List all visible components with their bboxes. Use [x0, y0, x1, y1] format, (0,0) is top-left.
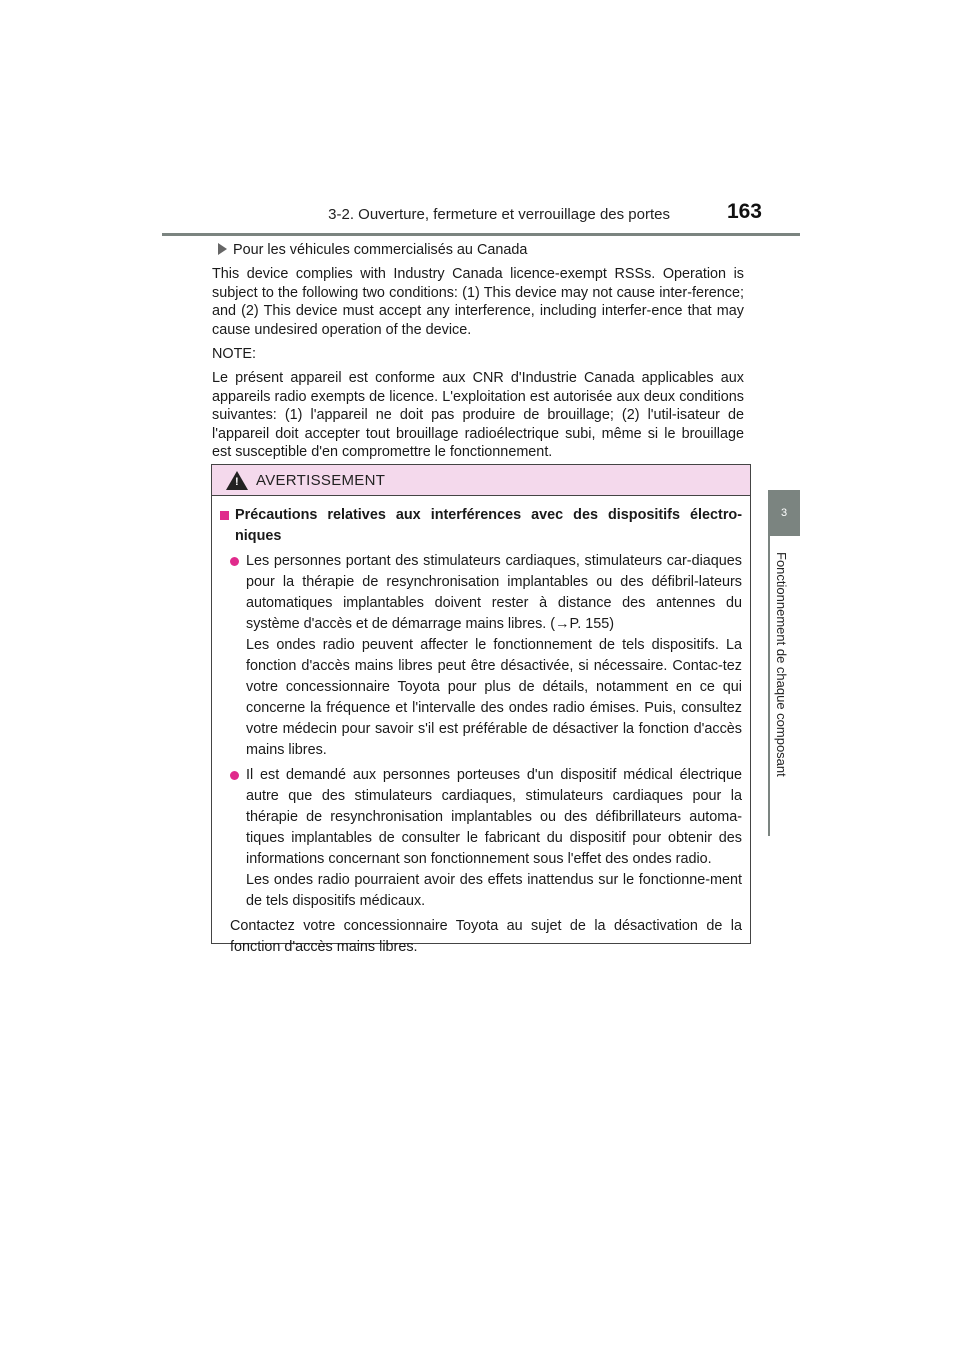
warning-header — [212, 465, 750, 496]
intro-text: Pour les véhicules commercialisés au Canada — [233, 242, 528, 258]
intro-line — [212, 241, 744, 259]
chapter-label: Fonctionnement de chaque composant — [774, 552, 789, 777]
warning-title: AVERTISSEMENT — [256, 471, 386, 489]
warning-bullet — [230, 765, 742, 912]
warning-icon: ! — [226, 471, 248, 490]
bullet-text-continued: Les ondes radio peuvent affecter le fonctionnement de tels dispositifs. La fonction d'accès mains libres peut être désactivée, si nécessaire. Contac-tez votre concessionnaire Toyota pour plus de détails, notamment en ce qui concerne la fréquence et l'intervalle des ondes radio émises. Puis, consultez votre médecin pour savoir s'il est préférable de désactiver la fonction d'accès mains libres. — [246, 637, 742, 758]
chapter-number: 3 — [780, 507, 788, 519]
triangle-right-icon — [218, 243, 227, 255]
bullet-text: Il est demandé aux personnes porteuses d'un dispositif médical électrique autre que des stimulateurs cardiaques, stimulateurs cardiaques pour la thérapie de resynchronisation implantables ou des défibrillateurs automa-tiques implantables de consulter le fabricant du dispositif pour obtenir des informations concernant son fonctionnement sous l'effet des ondes radio. — [246, 767, 742, 867]
chapter-tab[interactable] — [768, 490, 800, 536]
paragraph-english: This device complies with Industry Canada licence-exempt RSSs. Operation is subject to the following two conditions: (1) This device may not cause inter-ference; and (2) This device must accept any interference, including interfer-ence that may cause undesired operation of the device. — [212, 266, 744, 338]
warning-closing: Contactez votre concessionnaire Toyota au sujet de la désactivation de la fonction d'accès mains libres. — [230, 918, 742, 955]
dot-bullet-icon — [230, 771, 239, 780]
square-bullet-icon — [220, 511, 229, 520]
warning-body — [212, 496, 750, 958]
warning-box — [211, 464, 751, 955]
header-rule — [162, 233, 800, 236]
main-content — [212, 241, 744, 467]
paragraph-note-label: NOTE: — [212, 346, 256, 363]
header-title: 3-2. Ouverture, fermeture et verrouillage des portes — [328, 206, 670, 223]
warning-bullet — [230, 551, 742, 761]
dot-bullet-icon — [230, 557, 239, 566]
paragraph-french: Le présent appareil est conforme aux CNR d'Industrie Canada applicables aux appareils radio exempts de licence. L'exploitation est autorisée aux deux conditions suivantes: (1) l'appareil ne doit pas produire de brouillage; (2) l'util-isateur de l'appareil doit accepter tout brouillage radioélectrique subi, même si le brouillage est susceptible d'en compromettre le fonctionnement. — [212, 370, 744, 461]
bullet-text-continued: Les ondes radio pourraient avoir des effets inattendus sur le fonctionne-ment de tels dispositifs médicaux. — [246, 872, 742, 909]
warning-section-title — [220, 505, 742, 547]
section-title-text: Précautions relatives aux interférences avec des dispositifs électro-niques — [235, 507, 742, 544]
page-number: 163 — [726, 200, 762, 223]
bullet-text: Les personnes portant des stimulateurs cardiaques, stimulateurs car-diaques pour la thérapie de resynchronisation implantables ou des défibril-lateurs automatiques implantables doivent rester à distance des antennes du système d'accès et de démarrage mains libres. (→P. 155) — [246, 553, 742, 632]
